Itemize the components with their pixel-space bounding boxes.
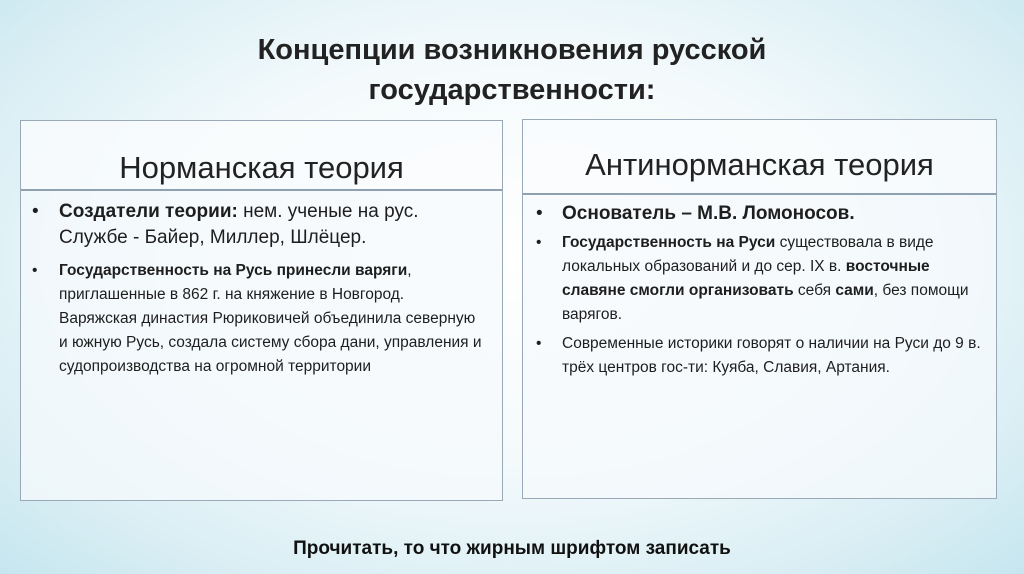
footer-instruction: Прочитать, то что жирным шрифтом записать (293, 538, 731, 559)
list-item-bold: сами (835, 282, 874, 299)
bullet-icon: • (32, 201, 39, 222)
bullet-icon: • (536, 335, 542, 352)
norman-theory-heading: Норманская теория (21, 121, 502, 191)
antinorman-theory-heading: Антинорманская теория (523, 120, 996, 195)
slide-title-line-2: государственности: (368, 74, 656, 106)
list-item-text: , без помощи варягов. (562, 282, 969, 323)
list-item-bold: Основатель – М.В. Ломоносов. (562, 203, 855, 224)
list-item (536, 201, 982, 227)
list-item (536, 332, 982, 380)
norman-theory-list (21, 191, 502, 379)
bullet-icon: • (32, 262, 38, 279)
slide-title (0, 30, 1024, 110)
slide-title-line-1: Концепции возникновения русской (257, 34, 767, 66)
norman-theory-panel (20, 120, 503, 501)
bullet-icon: • (536, 234, 542, 251)
list-item (32, 259, 482, 379)
list-item-text: Современные историки говорят о наличии на Руси до 9 в. трёх центров гос-ти: Куяба, Славия, Артания. (562, 335, 981, 376)
list-item-text: себя (793, 282, 836, 299)
list-item-text: , приглашенные в 862 г. на княжение в Новгород. Варяжская династия Рюриковичей объединила северную и южную Русь, создала систему сбора дани, управления и судопроизводства на огромной территории (59, 262, 482, 375)
list-item-bold: восточные славяне смогли организовать (562, 258, 930, 299)
antinorman-theory-panel (522, 119, 997, 499)
bullet-icon: • (536, 203, 543, 224)
antinorman-theory-list (523, 195, 996, 380)
list-item (32, 199, 482, 251)
list-item-bold: Государственность на Русь принесли варяги (59, 262, 408, 279)
list-item-bold: Создатели теории: (59, 201, 238, 222)
list-item-text: существовала в виде локальных образований и до сер. IX в. (562, 234, 934, 275)
list-item (536, 231, 982, 327)
list-item-bold: Государственность на Руси (562, 234, 776, 251)
list-item-text: нем. ученые на рус. Службе - Байер, Миллер, Шлёцер. (59, 201, 419, 248)
